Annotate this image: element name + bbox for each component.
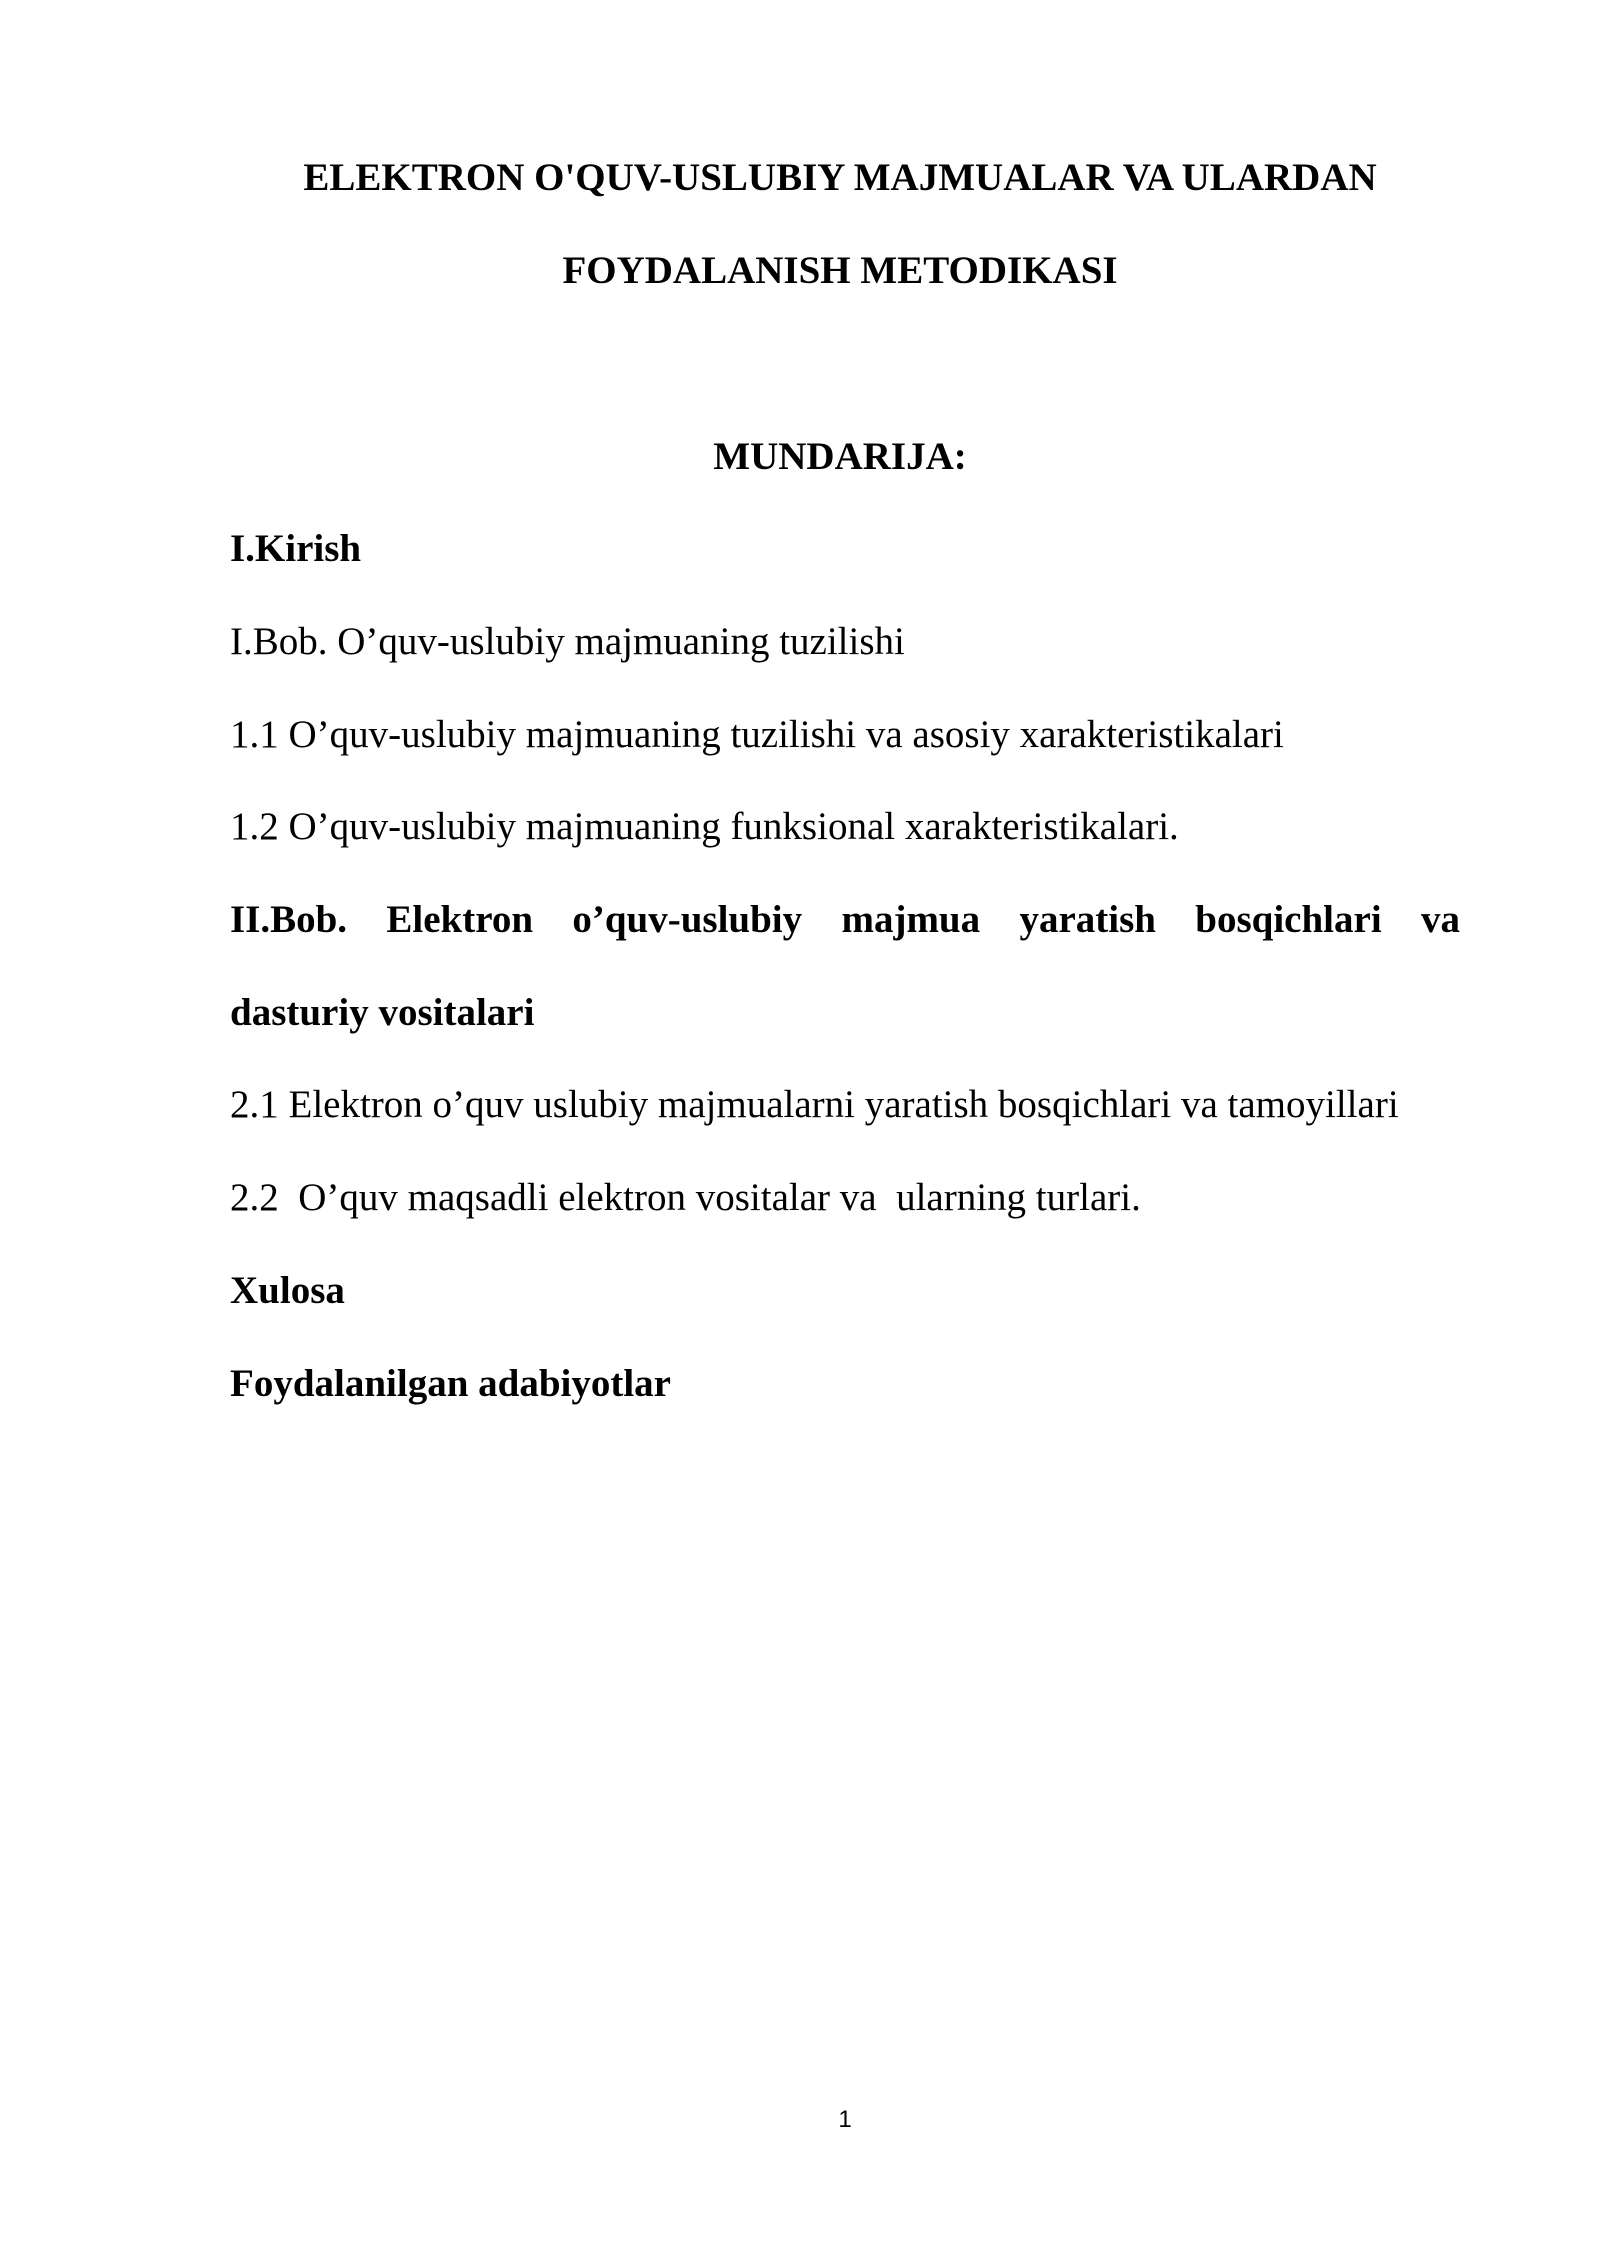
- document-title-line-2: FOYDALANISH METODIKASI: [562, 249, 1118, 292]
- toc-item-section-2-2: 2.2 O’quv maqsadli elektron vositalar va ularning turlari.: [230, 1176, 1141, 1219]
- toc-item-chapter-2-word: yaratish: [1019, 898, 1156, 941]
- toc-item-chapter-2-continued: dasturiy vositalari: [230, 991, 535, 1034]
- toc-item-chapter-2-word: o’quv-uslubiy: [572, 898, 803, 941]
- toc-item-section-1-2: 1.2 O’quv-uslubiy majmuaning funksional xarakteristikalari.: [230, 805, 1179, 848]
- toc-item-chapter-2-word: II.Bob.: [230, 898, 348, 941]
- toc-item-references: Foydalanilgan adabiyotlar: [230, 1362, 671, 1405]
- toc-item-chapter-2: [230, 900, 1460, 939]
- toc-item-section-1-1: 1.1 O’quv-uslubiy majmuaning tuzilishi va asosiy xarakteristikalari: [230, 713, 1284, 756]
- toc-heading: MUNDARIJA:: [713, 435, 967, 478]
- document-title-line-1: ELEKTRON O'QUV-USLUBIY MAJMUALAR VA ULARDAN: [303, 156, 1377, 199]
- toc-item-conclusion: Xulosa: [230, 1269, 345, 1312]
- page-number: 1: [838, 2106, 852, 2133]
- toc-item-section-2-1: 2.1 Elektron o’quv uslubiy majmualarni yaratish bosqichlari va tamoyillari: [230, 1083, 1399, 1126]
- toc-item-chapter-2-word: majmua: [841, 898, 981, 941]
- toc-item-chapter-1: I.Bob. O’quv-uslubiy majmuaning tuzilishi: [230, 620, 905, 663]
- toc-item-intro: I.Kirish: [230, 527, 362, 570]
- toc-item-chapter-2-word: Elektron: [386, 898, 534, 941]
- toc-item-chapter-2-word: va: [1420, 898, 1460, 941]
- toc-item-chapter-2-word: bosqichlari: [1195, 898, 1382, 941]
